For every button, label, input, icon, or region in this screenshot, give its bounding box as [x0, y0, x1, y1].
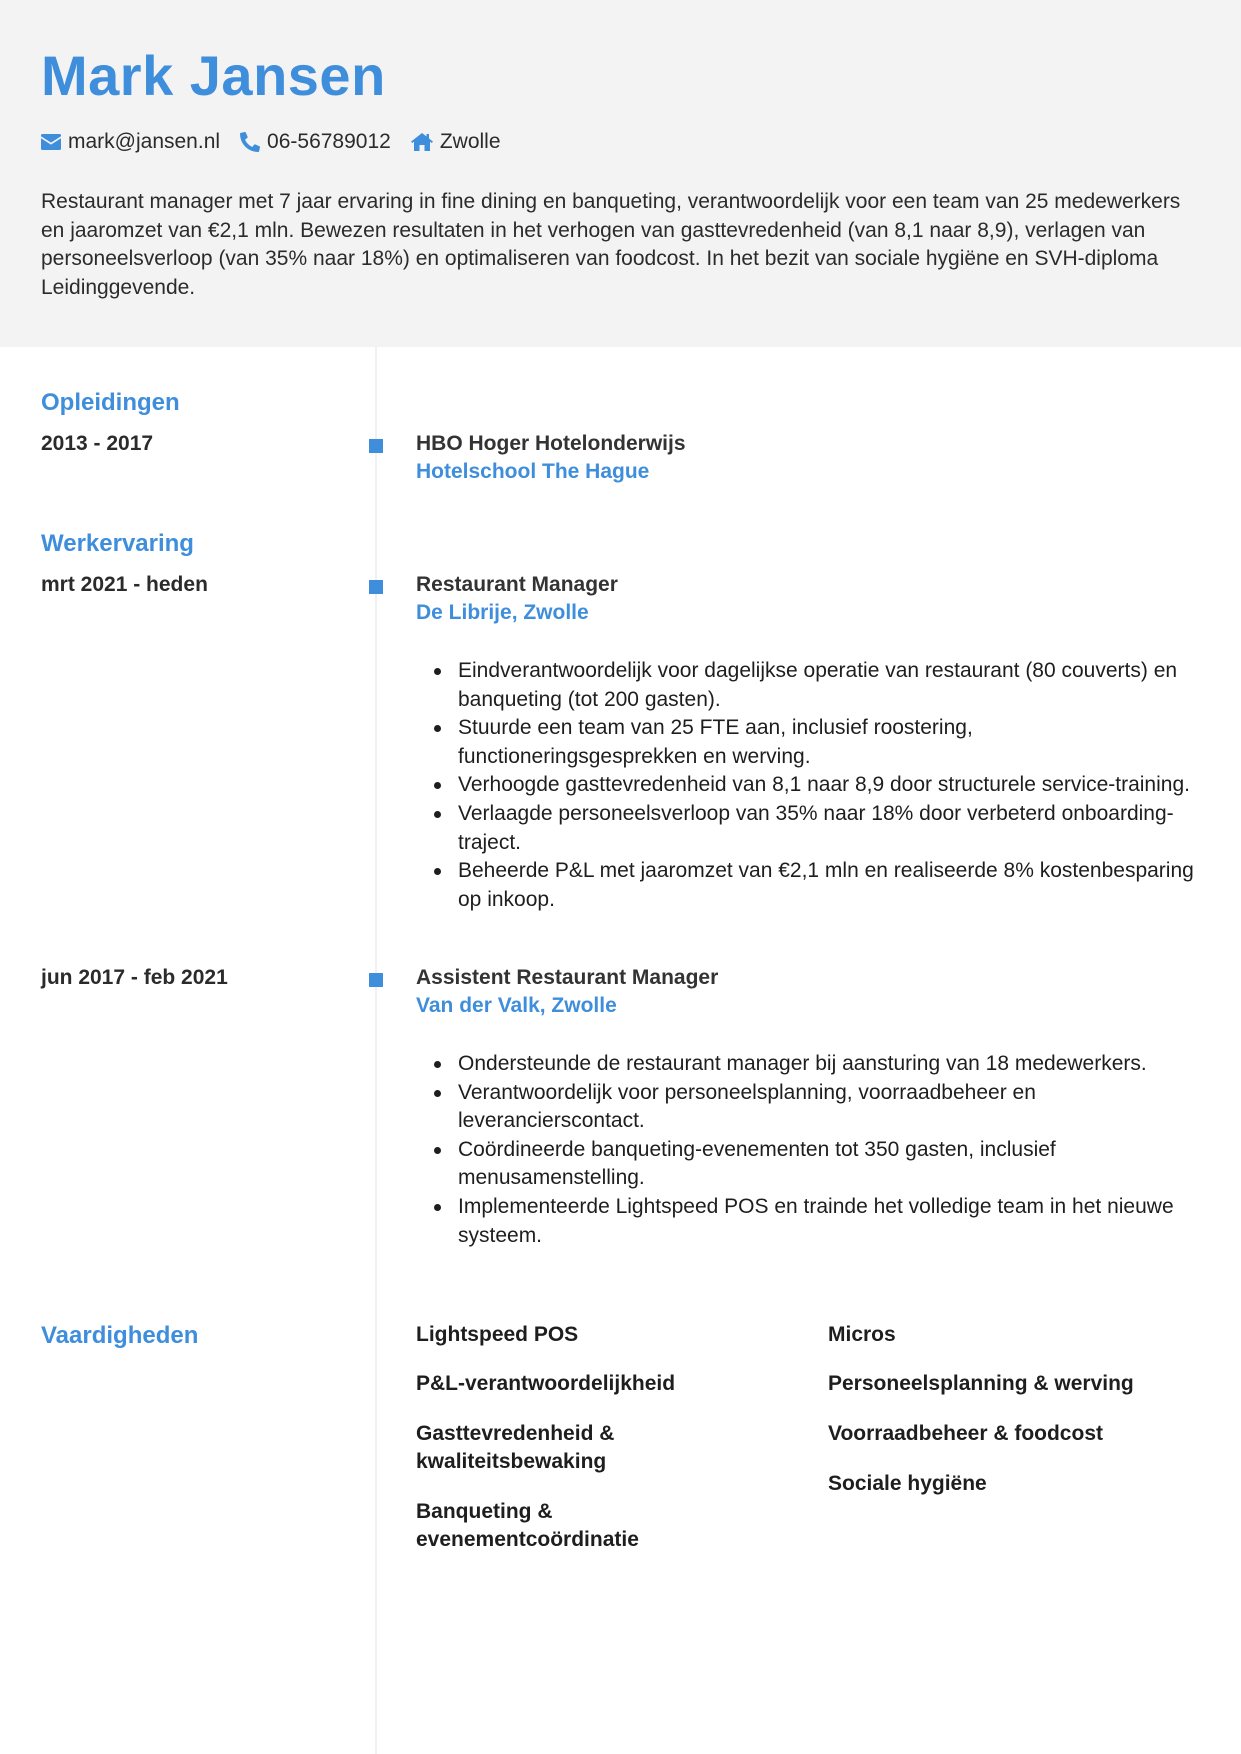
skill-item: Voorraadbeheer & foodcost — [828, 1422, 1103, 1445]
skill-item: P&L-verantwoordelijkheid — [416, 1372, 676, 1395]
home-icon — [411, 133, 433, 151]
profile-summary: Restaurant manager met 7 jaar ervaring in fine dining en banqueting, verantwoordelijk voor een team van 25 medewerkers en jaaromzet van €2,1 mln. Bewezen resultaten in het verhogen van gasttevredenheid (van 8,1 naar 8,9), verlagen van personeelsverloop (van 35% naar 18%) en optimaliseren van foodcost. In het bezit van sociale hygiëne en SVH-diploma Leidinggevende. — [41, 190, 1181, 299]
contact-city — [411, 130, 501, 154]
phone-icon — [240, 132, 260, 152]
skill-item: Personeelsplanning & werving — [828, 1372, 1134, 1395]
list-item: Eindverantwoordelijk voor dagelijkse operatie van restaurant (80 couverts) en banqueting (tot 200 gasten). — [416, 657, 1206, 714]
experience-period: jun 2017 - feb 2021 — [41, 966, 228, 989]
list-item: Stuurde een team van 25 FTE aan, inclusief roostering, functioneringsgesprekken en werving. — [416, 714, 1206, 771]
list-item: Verhoogde gasttevredenheid van 8,1 naar 8,9 door structurele service-training. — [416, 771, 1206, 800]
contact-bar — [41, 128, 521, 156]
timeline-marker — [369, 973, 383, 987]
header-panel — [0, 0, 1241, 347]
city-text: Zwolle — [439, 130, 501, 153]
skill-item: Banqueting & evenementcoördinatie — [416, 1500, 639, 1551]
experience-bullets — [416, 657, 1206, 914]
phone-text: 06-56789012 — [267, 130, 391, 153]
skill-item: Micros — [828, 1323, 896, 1346]
experience-role: Assistent Restaurant Manager — [416, 966, 719, 989]
timeline-divider — [375, 347, 377, 1754]
timeline-marker — [369, 439, 383, 453]
contact-phone[interactable] — [240, 130, 391, 154]
section-title-education: Opleidingen — [41, 389, 180, 416]
experience-period: mrt 2021 - heden — [41, 573, 208, 596]
timeline-marker — [369, 580, 383, 594]
list-item: Ondersteunde de restaurant manager bij aansturing van 18 medewerkers. — [416, 1050, 1206, 1079]
list-item: Beheerde P&L met jaaromzet van €2,1 mln en realiseerde 8% kostenbesparing op inkoop. — [416, 857, 1206, 914]
education-period: 2013 - 2017 — [41, 432, 154, 455]
section-title-skills: Vaardigheden — [41, 1322, 199, 1349]
list-item: Implementeerde Lightspeed POS en trainde het volledige team in het nieuwe systeem. — [416, 1193, 1206, 1250]
contact-email[interactable] — [41, 130, 220, 154]
candidate-name: Mark Jansen — [41, 44, 386, 107]
education-degree: HBO Hoger Hotelonderwijs — [416, 432, 686, 455]
skill-item: Lightspeed POS — [416, 1323, 579, 1346]
email-text: mark@jansen.nl — [68, 130, 221, 153]
section-title-experience: Werkervaring — [41, 530, 194, 557]
experience-company: De Librije, Zwolle — [416, 601, 589, 624]
experience-bullets — [416, 1050, 1206, 1250]
experience-company: Van der Valk, Zwolle — [416, 994, 617, 1017]
education-school: Hotelschool The Hague — [416, 460, 650, 483]
skill-item: Gasttevredenheid & kwaliteitsbewaking — [416, 1422, 615, 1473]
envelope-icon — [41, 134, 61, 150]
skill-item: Sociale hygiëne — [828, 1472, 987, 1495]
experience-role: Restaurant Manager — [416, 573, 618, 596]
list-item: Verantwoordelijk voor personeelsplanning, voorraadbeheer en leverancierscontact. — [416, 1079, 1206, 1136]
list-item: Coördineerde banqueting-evenementen tot 350 gasten, inclusief menusamenstelling. — [416, 1136, 1206, 1193]
list-item: Verlaagde personeelsverloop van 35% naar 18% door verbeterd onboarding-traject. — [416, 800, 1206, 857]
